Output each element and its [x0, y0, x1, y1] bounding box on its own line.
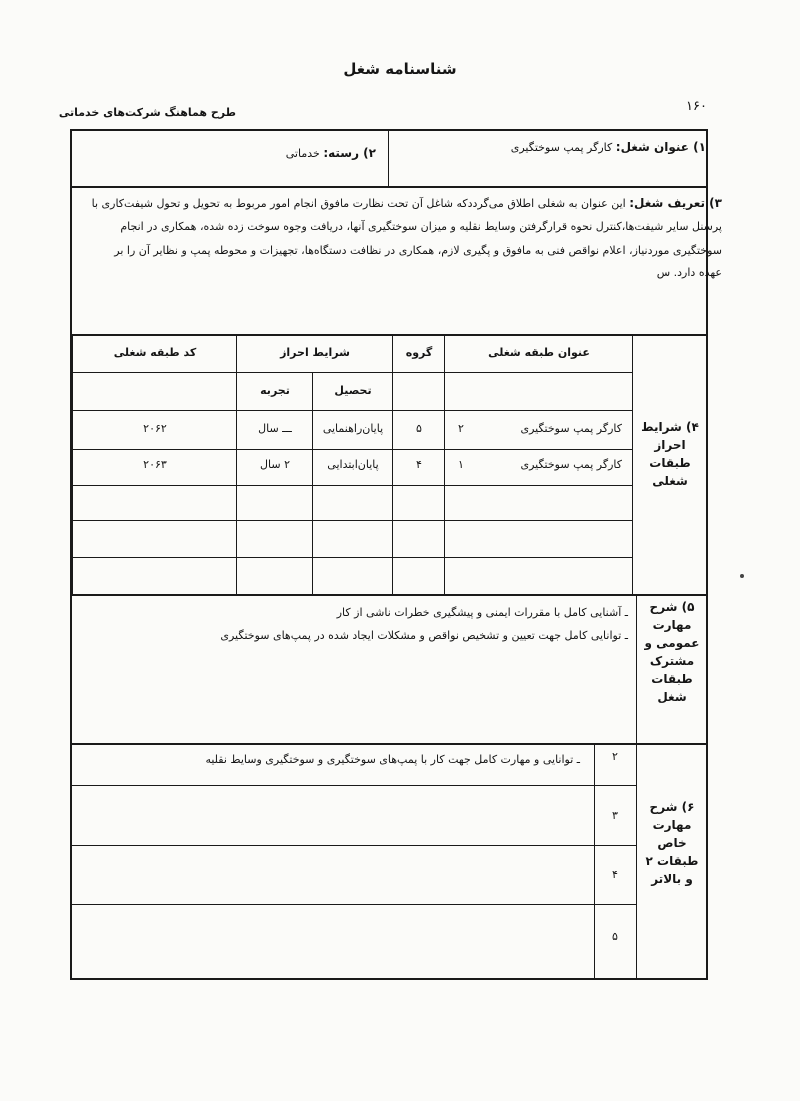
job-title-label: ۱) عنوان شغل: [615, 140, 706, 154]
section5-label-line-4: مشترک [649, 654, 695, 668]
section5-label-line-3: عمومی و [644, 636, 700, 650]
header-education: تحصیل [334, 384, 372, 397]
section6-label-divider [636, 745, 637, 979]
table-border-top [70, 129, 708, 131]
level-number: ۴ [612, 868, 618, 881]
level-number: ۳ [612, 809, 618, 822]
row-experience: ـــ سال [258, 422, 292, 435]
job-definition-line-1 [62, 196, 722, 211]
section6-label-line-5: و بالاتر [651, 872, 693, 886]
section4-row3-bottom [72, 520, 632, 521]
job-title-field [511, 140, 706, 155]
job-definition-line-3: سوختگیری موردنیاز، اعلام نواقص فنی به مافوق و پگیری لازم، همکاری در نظافت دستگاه‌ها، تجهیزات و محوطه پمپ و نظایر آن را بر [114, 244, 722, 257]
section5-label-divider [636, 596, 637, 744]
section6-number-divider [594, 745, 595, 979]
level-number: ۲ [612, 750, 618, 763]
row-title: کارگر پمپ سوختگیری [520, 422, 622, 435]
section4-label-line-4: شغلی [652, 474, 688, 488]
header-class-code: کد طبقه شغلی [113, 346, 197, 359]
header-experience: تجربه [260, 384, 290, 397]
row-code: ۲۰۶۳ [143, 458, 167, 471]
section6-row3-bottom [72, 904, 636, 905]
document-subtitle: طرح هماهنگ شرکت‌های خدماتی [58, 106, 236, 119]
section4-label-line-1: ۴) شرایط [641, 420, 699, 434]
row-title: کارگر پمپ سوختگیری [520, 458, 622, 471]
section6-label-line-2: مهارت [652, 818, 692, 832]
category-field [286, 146, 376, 161]
scan-speck [740, 574, 744, 578]
section4-label-line-2: احراز [654, 438, 686, 452]
section4-header-bottom [72, 372, 632, 373]
section4-label [634, 418, 706, 490]
row-education: پایان‌راهنمایی [322, 422, 384, 435]
section4-row2-bottom [72, 485, 632, 486]
row1-vertical-divider [388, 129, 389, 187]
row-code: ۲۰۶۲ [143, 422, 167, 435]
job-definition-line-2: پرسنل سایر شیفت‌ها،کنترل نحوه قرارگرفتن وسایط نقلیه و میزان سوختگیری آنها، دریافت وجوه سوخت زده شده، همکاری در انجام [120, 220, 722, 233]
level2-skill-text: ـ توانایی و مهارت کامل جهت کار با پمپ‌های سوختگیری و سوختگیری وسایط نقلیه [205, 753, 580, 766]
header-group: گروه [405, 346, 433, 359]
header-requirements: شرایط احراز [280, 346, 350, 359]
section5-label-line-6: شغل [657, 690, 687, 704]
section4-row4-bottom [72, 557, 632, 558]
row-level: ۲ [458, 422, 464, 435]
job-definition-text-1: این عنوان به شغلی اطلاق می‌گرددکه شاغل آن تحت نظارت مافوق انجام امور مربوط به تحویل و تحول شیفت‌کاری با [91, 197, 626, 210]
row-experience: ۲ سال [260, 458, 290, 471]
section6-label-line-1: ۶) شرح [649, 800, 695, 814]
section4-bottom [70, 594, 708, 596]
job-definition-label: ۳) تعریف شغل: [629, 196, 722, 210]
section4-subheader-bottom [72, 410, 632, 411]
section5-label-line-2: مهارت [652, 618, 692, 632]
list-item: ـ آشنایی کامل با مقررات ایمنی و پیشگیری خطرات ناشی از کار [336, 606, 628, 619]
list-item: ـ توانایی کامل جهت تعیین و تشخیص نواقص و مشکلات ایجاد شده در پمپ‌های سوختگیری [220, 629, 628, 642]
category-label: ۲) رسته: [323, 146, 376, 160]
section5-label-line-5: طبقات [651, 672, 693, 686]
page-title: شناسنامه شغل [343, 60, 457, 78]
row-level: ۱ [458, 458, 464, 471]
row-education: پایان‌ابتدایی [327, 458, 379, 471]
section5-label-line-1: ۵) شرح [649, 600, 695, 614]
section6-label-line-3: خاص [657, 836, 687, 850]
category-value: خدماتی [285, 147, 320, 160]
row-group: ۵ [416, 422, 422, 435]
job-title-value: کارگر پمپ سوختگیری [510, 141, 613, 154]
level-number: ۵ [612, 930, 618, 943]
job-definition-line-4: عهده دارد. س [656, 266, 722, 279]
row1-bottom [70, 186, 708, 188]
section4-label-divider [632, 334, 633, 596]
table-border-bottom [70, 978, 708, 980]
section4-label-line-3: طبقات [649, 456, 691, 470]
section6-row2-bottom [72, 845, 636, 846]
section5-bottom [70, 743, 708, 745]
section6-row1-bottom [72, 785, 636, 786]
header-class-title: عنوان طبقه شغلی [488, 346, 590, 359]
section4-col-education-left [312, 372, 313, 596]
page-number: ۱۶۰ [686, 99, 707, 114]
section6-label-line-4: طبقات ۲ [645, 854, 699, 868]
row3-bottom [70, 334, 708, 336]
section6-label [638, 798, 706, 888]
row-group: ۴ [416, 458, 422, 471]
section5-label [638, 598, 706, 706]
section4-row1-bottom [72, 449, 632, 450]
